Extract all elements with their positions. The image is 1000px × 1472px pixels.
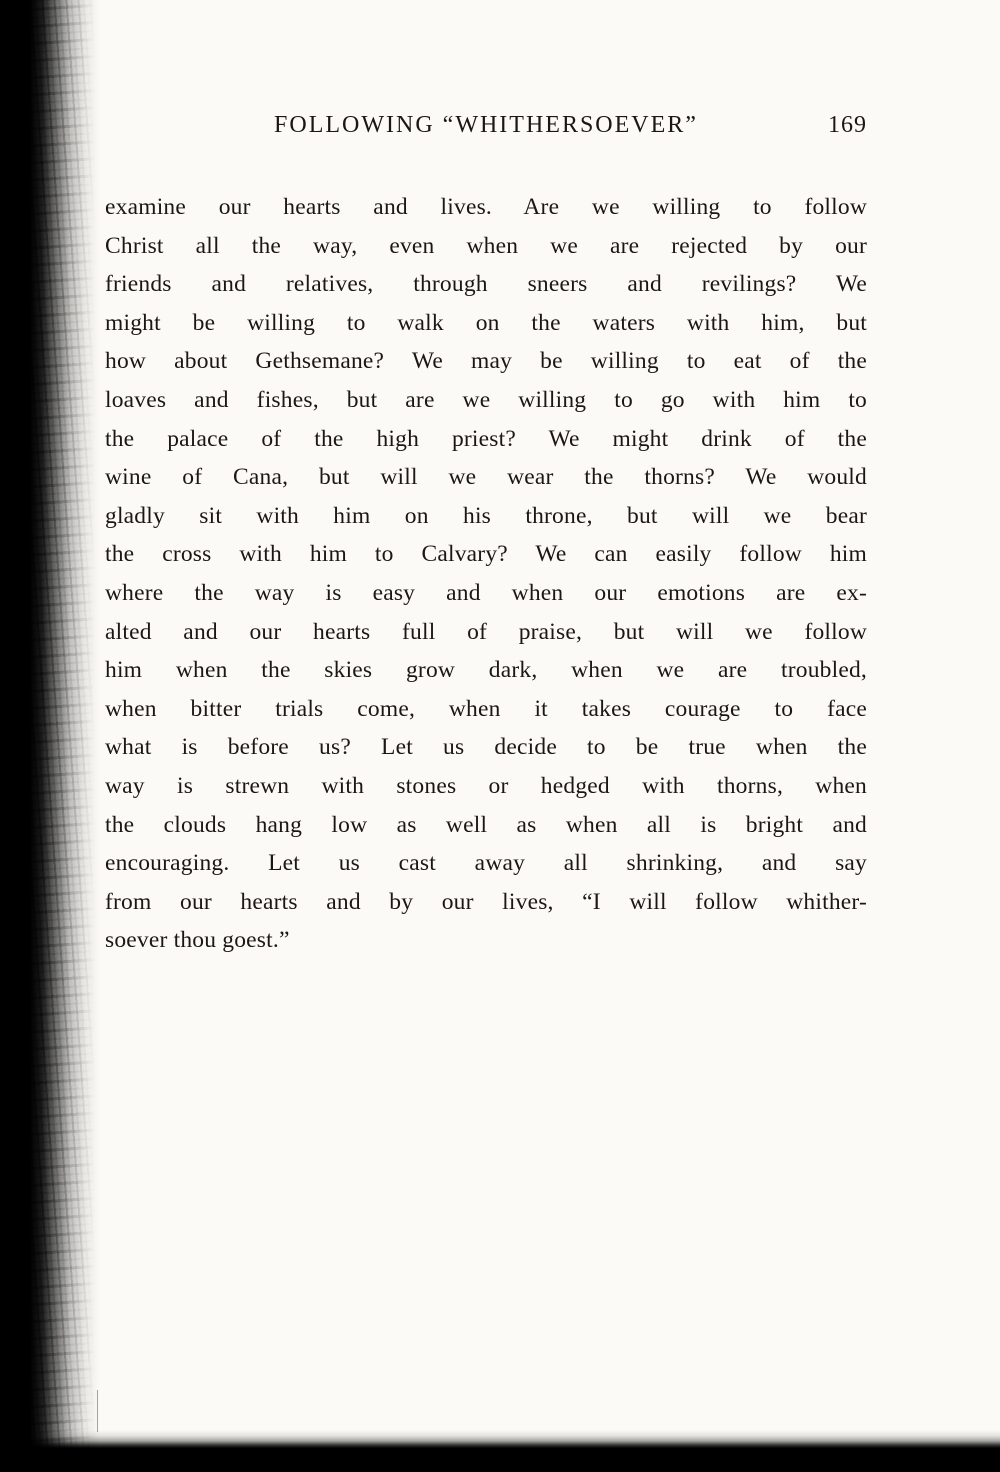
scan-binding-texture	[0, 0, 100, 1472]
running-header	[105, 112, 867, 146]
scan-bottom-edge	[0, 1430, 1000, 1472]
text-line: from our hearts and by our lives, “I will follow whither-	[105, 888, 867, 915]
text-line: how about Gethsemane? We may be willing to eat of the	[105, 348, 867, 375]
running-header-title: FOLLOWING “WHITHERSOEVER”	[274, 112, 698, 138]
text-line: the clouds hang low as well as when all is bright and	[105, 811, 867, 838]
text-line: the cross with him to Calvary? We can easily follow him	[105, 541, 867, 568]
page-content	[105, 112, 867, 960]
text-line: when bitter trials come, when it takes courage to face	[105, 695, 867, 722]
page-number: 169	[828, 112, 867, 138]
text-line: friends and relatives, through sneers and revilings? We	[105, 271, 867, 298]
text-line: where the way is easy and when our emotions are ex-	[105, 579, 867, 606]
text-line: him when the skies grow dark, when we are troubled,	[105, 657, 867, 684]
text-line: the palace of the high priest? We might drink of the	[105, 425, 867, 452]
text-line: Christ all the way, even when we are rejected by our	[105, 232, 867, 259]
text-line: alted and our hearts full of praise, but will we follow	[105, 618, 867, 645]
text-line: loaves and fishes, but are we willing to go with him to	[105, 386, 867, 413]
text-line: what is before us? Let us decide to be true when the	[105, 734, 867, 761]
text-line: encouraging. Let us cast away all shrinking, and say	[105, 850, 867, 877]
text-line: gladly sit with him on his throne, but will we bear	[105, 502, 867, 529]
text-line: soever thou goest.”	[105, 927, 290, 954]
text-line: examine our hearts and lives. Are we willing to follow	[105, 194, 867, 220]
text-line: might be willing to walk on the waters with him, but	[105, 309, 867, 336]
text-line: way is strewn with stones or hedged with thorns, when	[105, 772, 867, 799]
text-line: wine of Cana, but will we wear the thorns? We would	[105, 464, 867, 491]
scan-artifact	[97, 1390, 98, 1432]
paragraph	[105, 188, 867, 960]
